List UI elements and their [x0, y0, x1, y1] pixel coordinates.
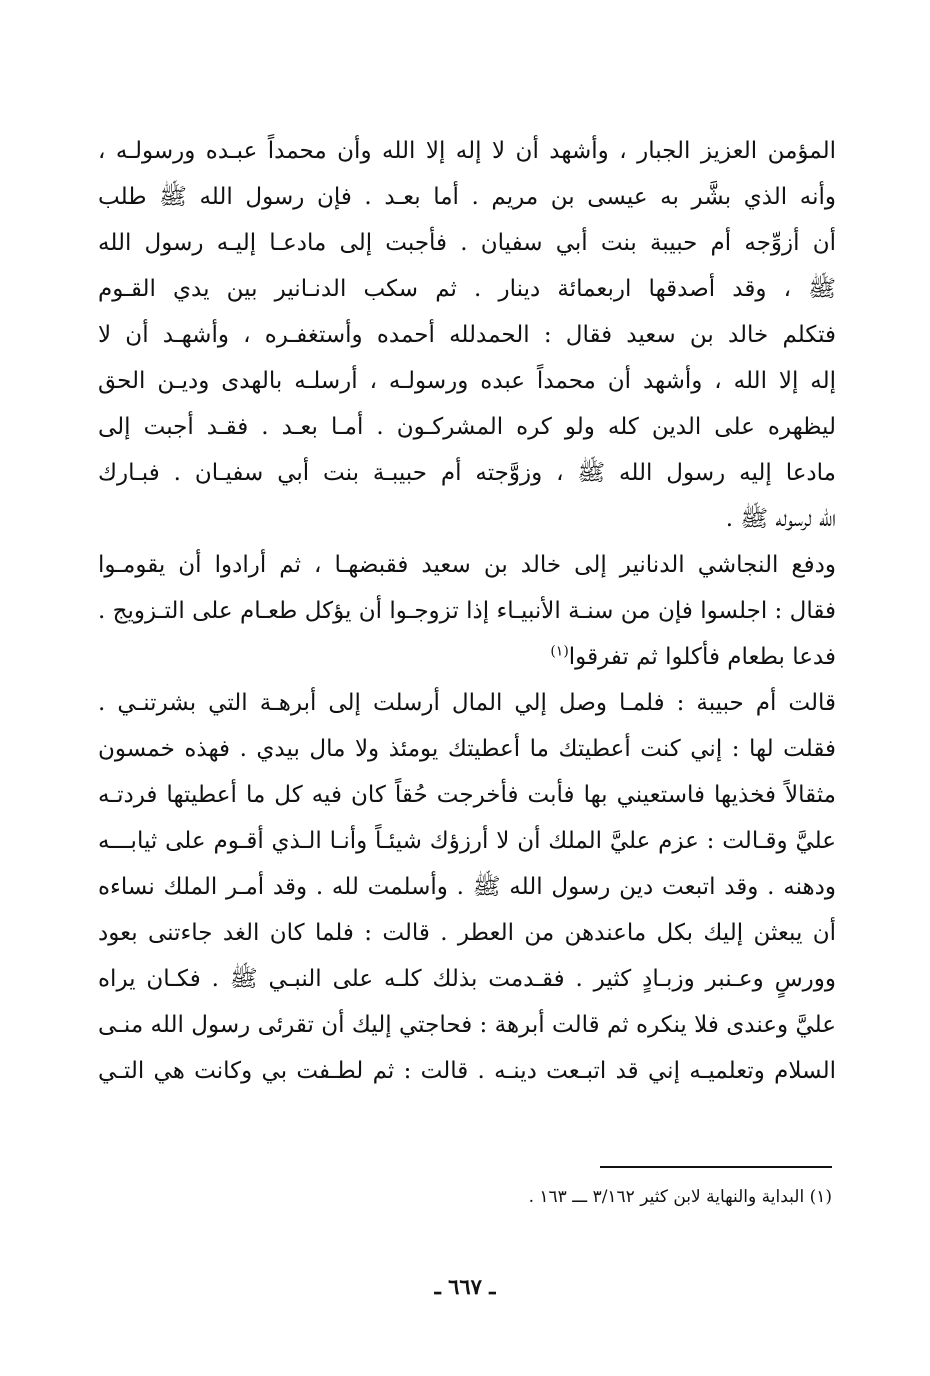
- text-line-2: وأنه الذي بشَّر به عيسى بن مريم . أما بعـد . فإن رسول الله ﷺ طلب: [98, 184, 836, 210]
- text-line-18: أن يبعثن إليك بكل ماعندهن من العطر . قالت : فلما كان الغد جاءتنى بعود: [98, 920, 836, 946]
- text-line-14: فقلت لها : إني كنت أعطيتك ما أعطيتك يومئذ ولا مال بيدي . فهذه خمسون: [98, 736, 836, 762]
- footnote-divider: [600, 1166, 832, 1168]
- main-text: [98, 128, 836, 1094]
- text-line-11: فقال : اجلسوا فإن من سنـة الأنبيـاء إذا تزوجـوا أن يؤكل طعـام على التـزويج .: [98, 598, 836, 624]
- footnote-reference[interactable]: (١): [550, 643, 569, 660]
- text-line-16: عليَّ وقـالت : عزم عليَّ الملك أن لا أرزؤك شيئـاً وأنـا الـذي أقـوم على ثيابـــه: [98, 828, 836, 854]
- text-line-12-content: فدعا بطعام فأكلوا ثم تفرقوا: [568, 644, 836, 670]
- text-line-9: الله لرسوله ﷺ .: [725, 506, 836, 532]
- text-line-4: ﷺ ، وقد أصدقها اربعمائة دينار . ثم سكب الدنـانير بين يدي القـوم: [98, 276, 836, 302]
- text-line-3: أن أزوِّجه أم حبيبة بنت أبي سفيان . فأجبت إلى مادعـا إليـه رسول الله: [98, 230, 836, 256]
- text-line-21: السلام وتعلميـه إني قد اتبـعت دينـه . قالت : ثم لطـفت بي وكانت هي التـي: [98, 1058, 836, 1084]
- text-line-1: المؤمن العزيز الجبار ، وأشهد أن لا إله إلا الله وأن محمداً عبـده ورسولـه ،: [98, 138, 836, 164]
- text-line-7: ليظهره على الدين كله ولو كره المشركـون . أمـا بعـد . فقـد أجبت إلى: [98, 414, 836, 440]
- text-line-15: مثقالاً فخذيها فاستعيني بها فأبت فأخرجت حُقاً كان فيه كل ما أعطيتها فردتـه: [98, 782, 836, 808]
- text-line-12: [98, 634, 836, 680]
- page-number: ـ ٦٦٧ ـ: [434, 1274, 496, 1299]
- text-line-17: ودهنه . وقد اتبعت دين رسول الله ﷺ . وأسلمت لله . وقد أمـر الملك نساءه: [98, 874, 836, 900]
- text-line-19: وورسٍ وعـنبر وزبـادٍ كثير . فقـدمت بذلك كلـه على النبـي ﷺ . فكـان يراه: [98, 966, 836, 992]
- text-line-6: إله إلا الله ، وأشهد أن محمداً عبده ورسولـه ، أرسلـه بالهدى وديـن الحق: [98, 368, 836, 394]
- footnote-text: (١) البداية والنهاية لابن كثير ٣/١٦٢ ـــ ١٦٣ .: [528, 1187, 832, 1207]
- text-line-5: فتكلم خالد بن سعيد فقال : الحمدلله أحمده وأستغفـره ، وأشهـد أن لا: [98, 322, 836, 348]
- text-line-20: عليَّ وعندى فلا ينكره ثم قالت أبرهة : فحاجتي إليك أن تقرئى رسول الله منـى: [98, 1012, 836, 1038]
- text-line-10: ودفع النجاشي الدنانير إلى خالد بن سعيد فقبضهـا ، ثم أرادوا أن يقومـوا: [98, 552, 836, 578]
- text-line-8: مادعا إليه رسول الله ﷺ ، وزوَّجته أم حبيبـة بنت أبي سفيـان . فبـارك: [98, 460, 836, 486]
- text-line-13: قالت أم حبيبة : فلمـا وصل إلي المال أرسلت إلى أبرهـة التي بشرتنـي .: [98, 690, 836, 716]
